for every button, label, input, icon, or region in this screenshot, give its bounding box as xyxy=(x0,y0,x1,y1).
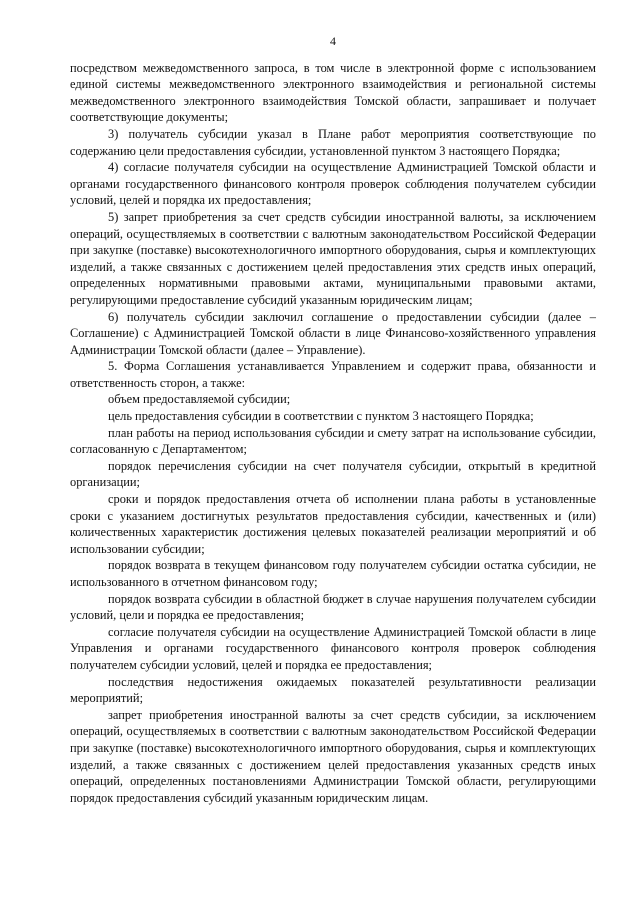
paragraph-item-3: 3) получатель субсидии указал в Плане работ мероприятия соответствующие по содержанию цели предоставления субсидии, установленной пунктом 3 настоящего Порядка; xyxy=(70,126,596,158)
paragraph-budget-return: порядок возврата субсидии в областной бюджет в случае нарушения получателем субсидии условий, цели и порядка ее предоставления; xyxy=(70,591,596,623)
paragraph-subsidy-amount: объем предоставляемой субсидии; xyxy=(108,392,291,407)
paragraph-audit-consent: согласие получателя субсидии на осуществление Администрацией Томской области в лице Управления и органами государственного финансового контроля проверок соблюдения получателем субсидии условий, целей и порядка ее предоставления; xyxy=(70,624,596,672)
paragraph-work-plan: план работы на период использования субсидии и смету затрат на использование субсидии, согласованную с Департаментом; xyxy=(70,425,596,457)
paragraph-currency-ban: запрет приобретения иностранной валюты за счет средств субсидии, за исключением операций, осуществляемых в соответствии с валютным законодательством Российской Федерации при закупке (поставке) высокотехнологичного импортного оборудования, сырья и комплектующих изделий, а также связанных с достижением целей предоставления указанных средств иных операций, определенных постановлениями Администрации Томской области, регулирующими порядок предоставления субсидий указанным юридическим лицам. xyxy=(70,707,596,805)
document-page xyxy=(70,33,596,806)
paragraph-item-5: 5) запрет приобретения за счет средств субсидии иностранной валюты, за исключением операций, осуществляемых в соответствии с валютным законодательством Российской Федерации при закупке (поставке) высокотехнологичного импортного оборудования, сырья и комплектующих изделий, а также связанных с достижением целей предоставления этих средств иных операций, определенных нормативными правовыми актами, муниципальными правовыми актами, регулирующими предоставление субсидий указанным юридическим лицам; xyxy=(70,209,596,307)
page-number: 4 xyxy=(330,34,336,48)
paragraph-transfer-procedure: порядок перечисления субсидии на счет получателя субсидии, открытый в кредитной организации; xyxy=(70,458,596,490)
paragraph-subsidy-purpose: цель предоставления субсидии в соответствии с пунктом 3 настоящего Порядка; xyxy=(108,409,534,424)
paragraph-balance-return: порядок возврата в текущем финансовом году получателем субсидии остатка субсидии, не использованного в отчетном финансовом году; xyxy=(70,558,596,589)
paragraph-item-4: 4) согласие получателя субсидии на осуществление Администрацией Томской области и органами государственного финансового контроля проверок соблюдения получателем субсидии условий, целей и порядка их предоставления; xyxy=(70,160,596,208)
paragraph-consequences: последствия недостижения ожидаемых показателей результативности реализации мероприятий; xyxy=(70,674,596,706)
paragraph-reporting: сроки и порядок предоставления отчета об исполнении плана работы в установленные сроки с указанием достигнутых результатов предоставления субсидии, качественных и (или) количественных характеристик достижения целевых показателей реализации мероприятий и об использовании субсидии; xyxy=(70,492,596,556)
paragraph-section-5: 5. Форма Соглашения устанавливается Управлением и содержит права, обязанности и ответственность сторон, а также: xyxy=(70,359,596,390)
paragraph-continuation: посредством межведомственного запроса, в том числе в электронной форме с использованием единой системы межведомственного электронного взаимодействия и региональной системы межведомственного электронного взаимодействия Томской области, запрашивает и получает соответствующие документы; xyxy=(70,60,596,125)
paragraph-item-6: 6) получатель субсидии заключил соглашение о предоставлении субсидии (далее – Соглашение) с Администрацией Томской области в лице Финансово-хозяйственного управления Администрации Томской области (далее – Управление). xyxy=(70,309,596,357)
